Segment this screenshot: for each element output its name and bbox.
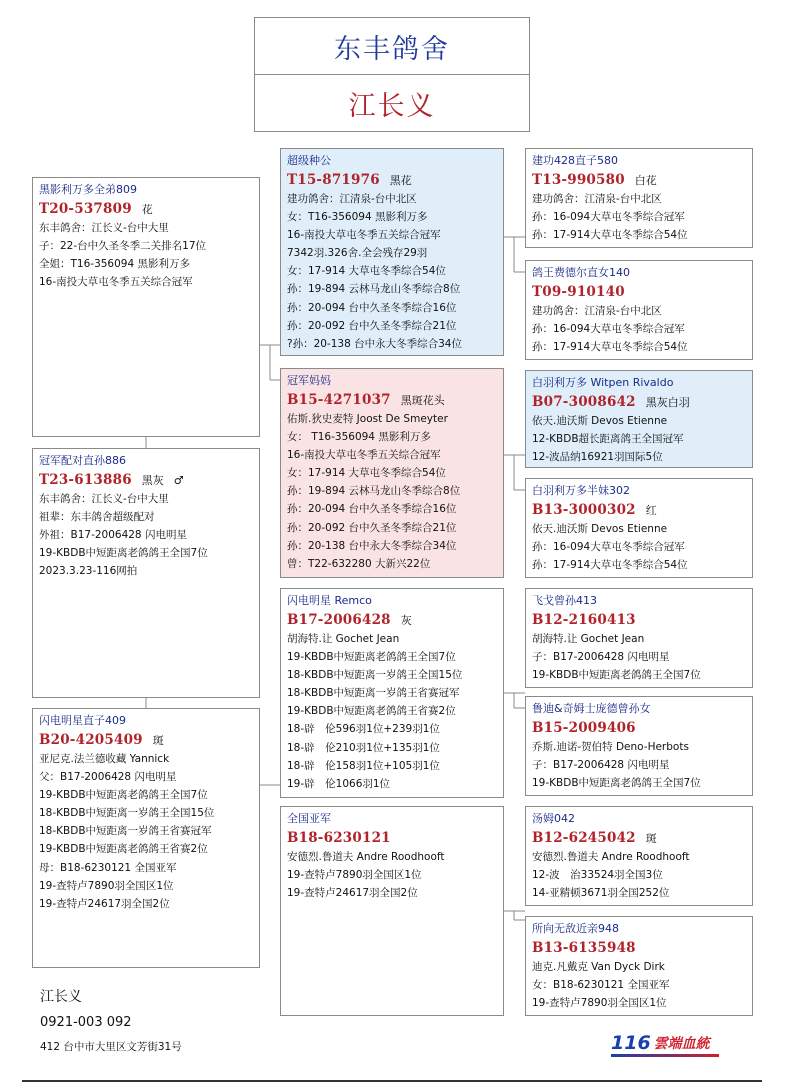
- info-line: 孙：17-914大草屯冬季综合54位: [532, 341, 688, 354]
- info-line: 19-KBDB中短距离老鸽鸽王全国7位: [532, 669, 701, 682]
- info-line: 12-波 治33524羽全国3位: [532, 869, 663, 882]
- info-line: 东丰鸽舍：江长义-台中大里: [39, 493, 169, 505]
- ring-number: B18-6230121: [287, 830, 391, 846]
- bird-header: 鸽王费德尔直女140: [532, 266, 630, 279]
- bird-color: 灰: [400, 614, 412, 627]
- bird-card-dam: [32, 708, 260, 968]
- info-line: 胡海特.让 Gochet Jean: [532, 633, 645, 645]
- bird-card-subject: [32, 448, 260, 698]
- bird-header: 所向无敌近亲948: [532, 922, 619, 935]
- info-line: 乔斯.迪诺-贺伯特 Deno-Herbots: [532, 741, 689, 753]
- bird-color: 黑灰: [141, 474, 164, 487]
- bird-header: 汤姆042: [532, 812, 575, 825]
- info-line: 迪克.凡戴克 Van Dyck Dirk: [532, 961, 665, 973]
- bird-header: 冠军妈妈: [287, 374, 331, 387]
- info-line: 19-查特卢7890羽全国区1位: [39, 879, 174, 892]
- info-line: ?孙：20-138 台中永大冬季综合34位: [287, 337, 462, 350]
- bird-color: 斑: [152, 734, 164, 747]
- bird-header: 冠军配对直孙886: [39, 454, 126, 467]
- ring-number: B13-3000302: [532, 502, 636, 518]
- info-line: 孙：20-092 台中久圣冬季综合21位: [287, 319, 457, 332]
- bird-color: 白花: [634, 174, 657, 187]
- info-line: 孙：16-094大草屯冬季综合冠军: [532, 323, 685, 336]
- brand-logo: [611, 1030, 710, 1056]
- info-line: 19-KBDB中短距离老鸽鸽王全国7位: [532, 777, 701, 790]
- bird-card-sire-dam: [280, 368, 504, 578]
- bird-card-ggp-4: [525, 478, 753, 578]
- info-line: 2023.3.23-116网拍: [39, 565, 138, 578]
- info-line: 佑斯.狄史麦特 Joost De Smeyter: [287, 413, 448, 425]
- bird-card-ggp-1: [525, 148, 753, 248]
- info-line: 12-波品纳16921羽国际5位: [532, 451, 663, 464]
- contact-footer: [40, 986, 182, 1056]
- bird-card-sire: [32, 177, 260, 437]
- info-line: 女： T16-356094 黑影利万多: [287, 431, 431, 444]
- info-line: 曾：T22-632280 大新兴22位: [287, 557, 431, 570]
- bird-header: 建功428直子580: [532, 154, 618, 167]
- info-line: 18-KBDB中短距离一岁鸽王全国15位: [39, 807, 215, 820]
- bird-card-ggp-3: [525, 370, 753, 468]
- info-line: 19-查特卢7890羽全国区1位: [532, 997, 667, 1010]
- info-line: 18-辟 伦158羽1位+105羽1位: [287, 759, 440, 772]
- info-line: 依天.迪沃斯 Devos Etienne: [532, 415, 668, 427]
- info-line: 16-南投大草屯冬季五关综合冠军: [39, 276, 193, 289]
- owner-name: 江长义: [348, 91, 436, 122]
- info-line: 东丰鸽舍：江长义-台中大里: [39, 222, 169, 234]
- bird-color: 花: [141, 203, 153, 216]
- ring-number: T09-910140: [532, 284, 625, 300]
- ring-number: B17-2006428: [287, 612, 391, 628]
- info-line: 安德烈.鲁道夫 Andre Roodhooft: [532, 851, 690, 863]
- info-line: 女：17-914 大草屯冬季综合54位: [287, 467, 446, 480]
- info-line: 子：22-台中久圣冬季二关排名17位: [39, 240, 207, 253]
- info-line: 女：B18-6230121 全国亚军: [532, 979, 670, 992]
- logo-number: 116: [611, 1032, 651, 1054]
- loft-name: 东丰鸽舍: [255, 18, 529, 75]
- contact-phone: 0921-003 092: [40, 1015, 132, 1030]
- info-line: 18-辟 伦596羽1位+239羽1位: [287, 723, 440, 736]
- info-line: 建功鸽舍：江清泉-台中北区: [532, 305, 662, 317]
- bird-card-dam-dam: [280, 806, 504, 1016]
- ring-number: B07-3008642: [532, 394, 636, 410]
- info-line: 19-KBDB中短距离老鸽鸽王全国7位: [39, 789, 208, 802]
- bird-color: 黑灰白羽: [645, 396, 690, 409]
- bird-header: 黑影利万多全弟809: [39, 183, 137, 196]
- info-line: 孙：20-092 台中久圣冬季综合21位: [287, 521, 457, 534]
- info-line: 19-KBDB中短距离老鸽鸽王省赛2位: [39, 843, 208, 856]
- bird-color: 黑花: [389, 174, 412, 187]
- info-line: 祖辈：东丰鸽舍超级配对: [39, 511, 155, 524]
- contact-name: 江长义: [40, 989, 82, 1005]
- bird-card-ggp-6: [525, 696, 753, 796]
- info-line: 7342羽.326舍.全会残存29羽: [287, 247, 428, 260]
- info-line: 孙：20-094 台中久圣冬季综合16位: [287, 301, 457, 314]
- bird-card-ggp-5: [525, 588, 753, 688]
- info-line: 孙：20-094 台中久圣冬季综合16位: [287, 503, 457, 516]
- bird-header: 白羽利万多半妹302: [532, 484, 630, 497]
- info-line: 孙：16-094大草屯冬季综合冠军: [532, 211, 685, 224]
- bird-header: 超级种公: [287, 154, 331, 167]
- bird-header: 闪电明星 Remco: [287, 594, 372, 607]
- info-line: 胡海特.让 Gochet Jean: [287, 633, 400, 645]
- bird-header: 鲁迪&奇姆士庞德曾孙女: [532, 702, 651, 715]
- bird-color: 黑斑花头: [400, 394, 445, 407]
- info-line: 18-辟 伦210羽1位+135羽1位: [287, 741, 440, 754]
- info-line: 孙：20-138 台中永大冬季综合34位: [287, 539, 457, 552]
- info-line: 12-KBDB超长距离鸽王全国冠军: [532, 433, 684, 446]
- bird-color: 斑: [645, 832, 657, 845]
- info-line: 亚尼克.法兰德收藏 Yannick: [39, 753, 170, 765]
- ring-number: T13-990580: [532, 172, 625, 188]
- ring-number: B13-6135948: [532, 940, 636, 956]
- info-line: 建功鸽舍：江清泉-台中北区: [532, 193, 662, 205]
- info-line: 18-KBDB中短距离一岁鸽王省赛冠军: [287, 687, 460, 700]
- bird-header: 全国亚军: [287, 812, 331, 825]
- info-line: 女：17-914 大草屯冬季综合54位: [287, 265, 446, 278]
- info-line: 18-KBDB中短距离一岁鸽王全国15位: [287, 669, 463, 682]
- ring-number: B15-4271037: [287, 392, 391, 408]
- info-line: 女：T16-356094 黑影利万多: [287, 211, 428, 224]
- ring-number: T23-613886: [39, 472, 132, 488]
- bird-color: 红: [645, 504, 657, 517]
- info-line: 孙：17-914大草屯冬季综合54位: [532, 559, 688, 572]
- ring-number: B12-2160413: [532, 612, 636, 628]
- info-line: 19-KBDB中短距离老鸽鸽王全国7位: [287, 651, 456, 664]
- info-line: 19-辟 伦1066羽1位: [287, 777, 391, 790]
- bird-header: 白羽利万多 Witpen Rivaldo: [532, 376, 674, 389]
- info-line: 子：B17-2006428 闪电明星: [532, 651, 670, 664]
- ring-number: B15-2009406: [532, 720, 636, 736]
- info-line: 孙：19-894 云林马龙山冬季综合8位: [287, 485, 461, 498]
- male-sex-icon: ♂: [173, 474, 184, 487]
- bird-header: 闪电明星直子409: [39, 714, 126, 727]
- logo-underline: [611, 1054, 719, 1057]
- bird-card-ggp-2: [525, 260, 753, 360]
- info-line: 外祖：B17-2006428 闪电明星: [39, 529, 187, 542]
- ring-number: T15-871976: [287, 172, 380, 188]
- info-line: 14-亚精顿3671羽全国252位: [532, 887, 670, 900]
- info-line: 母：B18-6230121 全国亚军: [39, 861, 177, 874]
- contact-address: 412 台中市大里区文芳街31号: [40, 1041, 182, 1053]
- info-line: 18-KBDB中短距离一岁鸽王省赛冠军: [39, 825, 212, 838]
- bird-card-dam-sire: [280, 588, 504, 798]
- info-line: 安德烈.鲁道夫 Andre Roodhooft: [287, 851, 445, 863]
- info-line: 16-南投大草屯冬季五关综合冠军: [287, 229, 441, 242]
- ring-number: B20-4205409: [39, 732, 143, 748]
- logo-text: 雲端血統: [653, 1036, 710, 1052]
- info-line: 孙：17-914大草屯冬季综合54位: [532, 229, 688, 242]
- info-line: 19-KBDB中短距离老鸽鸽王省赛2位: [287, 705, 456, 718]
- bottom-divider: [22, 1080, 762, 1082]
- info-line: 孙：19-894 云林马龙山冬季综合8位: [287, 283, 461, 296]
- info-line: 父：B17-2006428 闪电明星: [39, 771, 177, 784]
- info-line: 依天.迪沃斯 Devos Etienne: [532, 523, 668, 535]
- info-line: 19-查特卢24617羽全国2位: [287, 887, 418, 900]
- info-line: 建功鸽舍：江清泉-台中北区: [287, 193, 417, 205]
- info-line: 全姐：T16-356094 黑影利万多: [39, 258, 190, 271]
- ring-number: B12-6245042: [532, 830, 636, 846]
- info-line: 子：B17-2006428 闪电明星: [532, 759, 670, 772]
- bird-header: 飞戈曾孙413: [532, 594, 597, 607]
- bird-card-ggp-7: [525, 806, 753, 906]
- info-line: 19-KBDB中短距离老鸽鸽王全国7位: [39, 547, 208, 560]
- info-line: 19-查特卢7890羽全国区1位: [287, 869, 422, 882]
- bird-card-sire-sire: [280, 148, 504, 356]
- info-line: 孙：16-094大草屯冬季综合冠军: [532, 541, 685, 554]
- bird-card-ggp-8: [525, 916, 753, 1016]
- info-line: 19-查特卢24617羽全国2位: [39, 897, 170, 910]
- ring-number: T20-537809: [39, 201, 132, 217]
- info-line: 16-南投大草屯冬季五关综合冠军: [287, 449, 441, 462]
